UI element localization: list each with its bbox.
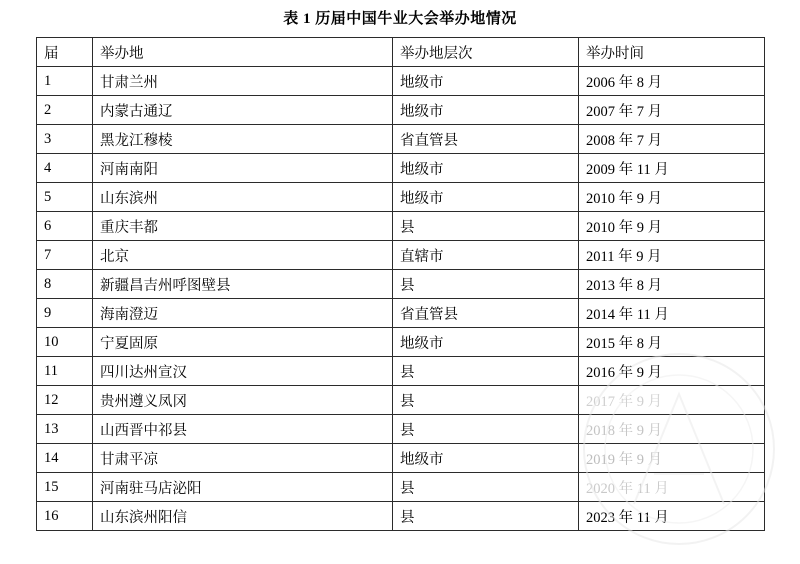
table-row (37, 270, 765, 299)
cell-index: 3 (37, 125, 93, 154)
cell-index: 7 (37, 241, 93, 270)
cell-index: 10 (37, 328, 93, 357)
table-row (37, 328, 765, 357)
cell-place: 重庆丰都 (93, 212, 393, 241)
table-caption: 表 1 历届中国牛业大会举办地情况 (283, 11, 517, 27)
cell-time: 2023 年 11 月 (579, 502, 765, 531)
table-row (37, 386, 765, 415)
cell-place: 山东滨州 (93, 183, 393, 212)
cell-place: 宁夏固原 (93, 328, 393, 357)
cell-time: 2016 年 9 月 (579, 357, 765, 386)
table-row (37, 357, 765, 386)
cell-time: 2010 年 9 月 (579, 212, 765, 241)
table-row (37, 415, 765, 444)
conference-venues-table (36, 37, 765, 531)
table-row (37, 502, 765, 531)
table-body (37, 67, 765, 531)
cell-place: 河南驻马店泌阳 (93, 473, 393, 502)
cell-time: 2019 年 9 月 (579, 444, 765, 473)
column-header-level: 举办地层次 (393, 38, 579, 67)
cell-place: 甘肃平凉 (93, 444, 393, 473)
cell-time: 2009 年 11 月 (579, 154, 765, 183)
cell-level: 县 (393, 270, 579, 299)
cell-place: 内蒙古通辽 (93, 96, 393, 125)
table-row (37, 183, 765, 212)
table-row (37, 96, 765, 125)
cell-level: 地级市 (393, 183, 579, 212)
cell-level: 县 (393, 415, 579, 444)
cell-place: 贵州遵义凤冈 (93, 386, 393, 415)
cell-time: 2011 年 9 月 (579, 241, 765, 270)
cell-level: 地级市 (393, 154, 579, 183)
cell-level: 地级市 (393, 67, 579, 96)
cell-time: 2006 年 8 月 (579, 67, 765, 96)
cell-level: 地级市 (393, 96, 579, 125)
cell-place: 四川达州宣汉 (93, 357, 393, 386)
cell-index: 1 (37, 67, 93, 96)
cell-index: 11 (37, 357, 93, 386)
cell-index: 2 (37, 96, 93, 125)
column-header-place: 举办地 (93, 38, 393, 67)
cell-time: 2017 年 9 月 (579, 386, 765, 415)
cell-place: 甘肃兰州 (93, 67, 393, 96)
cell-index: 9 (37, 299, 93, 328)
table-row (37, 444, 765, 473)
table-row (37, 473, 765, 502)
cell-place: 新疆昌吉州呼图壁县 (93, 270, 393, 299)
cell-time: 2008 年 7 月 (579, 125, 765, 154)
cell-level: 省直管县 (393, 125, 579, 154)
cell-time: 2013 年 8 月 (579, 270, 765, 299)
cell-time: 2014 年 11 月 (579, 299, 765, 328)
cell-place: 海南澄迈 (93, 299, 393, 328)
cell-index: 16 (37, 502, 93, 531)
cell-index: 13 (37, 415, 93, 444)
cell-index: 8 (37, 270, 93, 299)
cell-index: 14 (37, 444, 93, 473)
cell-place: 河南南阳 (93, 154, 393, 183)
table-container (0, 37, 800, 531)
cell-level: 直辖市 (393, 241, 579, 270)
cell-time: 2015 年 8 月 (579, 328, 765, 357)
cell-level: 县 (393, 357, 579, 386)
cell-place: 山东滨州阳信 (93, 502, 393, 531)
table-row (37, 154, 765, 183)
cell-level: 县 (393, 212, 579, 241)
table-row (37, 241, 765, 270)
cell-time: 2007 年 7 月 (579, 96, 765, 125)
cell-level: 地级市 (393, 328, 579, 357)
table-row (37, 67, 765, 96)
table-header (37, 38, 765, 67)
table-row (37, 212, 765, 241)
column-header-time: 举办时间 (579, 38, 765, 67)
cell-level: 县 (393, 386, 579, 415)
cell-place: 山西晋中祁县 (93, 415, 393, 444)
cell-index: 6 (37, 212, 93, 241)
table-header-row (37, 38, 765, 67)
cell-level: 地级市 (393, 444, 579, 473)
cell-index: 4 (37, 154, 93, 183)
table-row (37, 125, 765, 154)
cell-time: 2018 年 9 月 (579, 415, 765, 444)
cell-place: 北京 (93, 241, 393, 270)
cell-time: 2010 年 9 月 (579, 183, 765, 212)
column-header-index: 届 (37, 38, 93, 67)
cell-index: 15 (37, 473, 93, 502)
cell-index: 12 (37, 386, 93, 415)
cell-index: 5 (37, 183, 93, 212)
cell-time: 2020 年 11 月 (579, 473, 765, 502)
cell-level: 县 (393, 473, 579, 502)
table-row (37, 299, 765, 328)
cell-place: 黑龙江穆棱 (93, 125, 393, 154)
cell-level: 县 (393, 502, 579, 531)
cell-level: 省直管县 (393, 299, 579, 328)
